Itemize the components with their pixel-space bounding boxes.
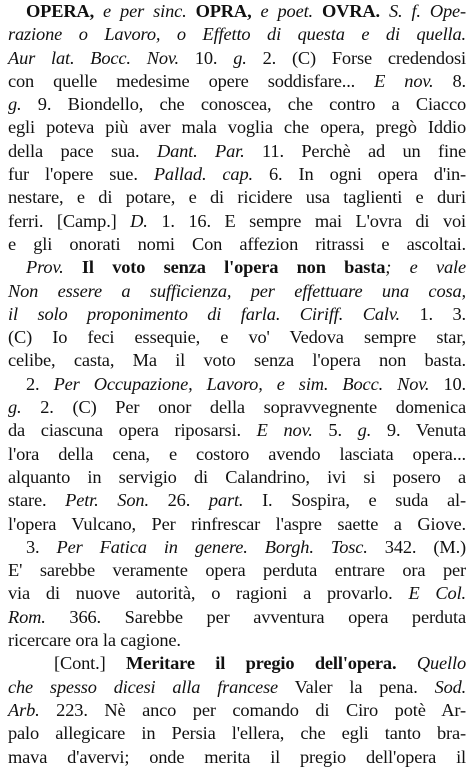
- text-run: Per Occupazione, Lavoro, e sim. Bocc. Nov.: [53, 373, 430, 394]
- text-run: OVRA.: [321, 1, 380, 21]
- text-run: 9. Biondello, che conoscea, che contro a Ciacco: [21, 94, 466, 115]
- text-line: [8, 23, 466, 46]
- text-run: E' sarebbe veramente opera perduta entrare ora per: [8, 560, 466, 581]
- text-run: 3.: [26, 536, 57, 557]
- text-run: 6. In ogni opera d'in-: [252, 164, 466, 185]
- text-run: con quelle medesime opere soddisfare...: [8, 70, 375, 91]
- text-run: alquanto in servigio di Calandrino, ivi si posero a: [8, 466, 466, 487]
- text-run: 342. (M.): [367, 536, 466, 557]
- text-run: OPRA,: [195, 1, 252, 21]
- text-line: [8, 70, 466, 93]
- text-line: [8, 746, 466, 769]
- text-run: Pallad. cap.: [153, 164, 253, 185]
- text-run: fur l'opere sue.: [8, 164, 154, 185]
- text-run: egli poteva più aver mala voglia che opera, pregò Iddio: [8, 117, 466, 138]
- text-line: [8, 303, 466, 326]
- text-run: S. f. Ope-: [379, 1, 466, 21]
- text-run: 10.: [178, 47, 234, 68]
- text-run: 26.: [148, 490, 209, 511]
- text-run: g.: [233, 47, 247, 68]
- text-run: g.: [8, 397, 22, 418]
- text-run: 223. Nè anco per comando di Ciro potè Ar-: [39, 699, 466, 720]
- text-line: [8, 536, 466, 559]
- text-run: 2.: [26, 373, 54, 394]
- text-line: [8, 722, 466, 745]
- text-line: [8, 489, 466, 512]
- text-run: E nov.: [374, 70, 434, 91]
- text-line: [8, 326, 466, 349]
- text-run: ricercare ora la cagione.: [8, 630, 181, 651]
- text-run: il solo proponimento di farla. Ciriff. Calv.: [8, 303, 400, 324]
- text-run: nestare, e di potare, e di ricidere usa taglienti e duri: [8, 187, 466, 208]
- text-line: [8, 233, 466, 256]
- text-run: della pace sua.: [8, 140, 157, 161]
- text-line: [8, 47, 466, 70]
- text-run: Aur lat. Bocc. Nov.: [8, 47, 179, 68]
- text-run: Quello: [396, 653, 466, 674]
- text-run: via di nuove autorità, o ragioni a provarlo.: [8, 583, 409, 604]
- text-line: [8, 513, 466, 536]
- text-run: [Cont.]: [54, 653, 126, 674]
- text-line: [8, 280, 466, 303]
- text-run: 2. (C) Forse credendosi: [246, 47, 466, 68]
- text-run: Valer la pena.: [278, 676, 435, 697]
- text-line: [8, 676, 466, 699]
- text-line: [8, 559, 466, 582]
- text-line: [8, 629, 466, 652]
- text-line: [8, 349, 466, 372]
- text-run: Meritare il pregio dell'opera.: [125, 653, 397, 674]
- text-run: razione o Lavoro, o Effetto di questa e di quella.: [8, 24, 466, 45]
- text-line: [8, 0, 466, 23]
- text-run: Il voto senza l'opera non basta: [63, 257, 386, 278]
- text-run: palo allegicare in Persia l'ellera, che egli tanto bra-: [8, 723, 466, 744]
- text-run: (C) Io feci essequie, e vo' Vedova sempre star,: [8, 327, 466, 348]
- text-run: ; e vale: [385, 257, 466, 278]
- text-line: [8, 140, 466, 163]
- text-run: e poet.: [251, 1, 322, 21]
- text-run: 366. Sarebbe per avventura opera perduta: [45, 606, 466, 627]
- text-run: g.: [357, 420, 372, 441]
- text-run: D.: [130, 210, 148, 231]
- text-run: 8.: [433, 70, 466, 91]
- text-run: Dant. Par.: [156, 140, 245, 161]
- text-line: [8, 582, 466, 605]
- text-line: [8, 606, 466, 629]
- text-line: [8, 443, 466, 466]
- text-run: Per Fatica in genere. Borgh. Tosc.: [56, 536, 368, 557]
- text-run: I. Sospira, e suda al-: [243, 490, 466, 511]
- text-line: [8, 163, 466, 186]
- text-run: da ciascuna opera riposarsi.: [8, 420, 257, 441]
- text-run: Sod.: [434, 676, 466, 697]
- text-run: e per sinc.: [94, 1, 196, 21]
- text-run: Non essere a sufficienza, per effettuare una cosa,: [8, 280, 466, 301]
- text-run: 11. Perchè ad un fine: [244, 140, 466, 161]
- text-run: E Col.: [408, 583, 466, 604]
- text-line: [8, 419, 466, 442]
- text-run: e gli onorati nomi Con affezion ritrassi e ascoltai.: [8, 233, 466, 254]
- text-run: 9. Venuta: [371, 420, 466, 441]
- text-run: 2. (C) Per onor della sopravvegnente domenica: [21, 397, 466, 418]
- text-run: 5.: [312, 420, 358, 441]
- text-run: che spesso dicesi alla francese: [8, 676, 279, 697]
- text-run: part.: [208, 490, 244, 511]
- text-line: [8, 466, 466, 489]
- text-run: 1. 3.: [399, 303, 466, 324]
- text-run: Petr. Son.: [65, 490, 149, 511]
- text-line: [8, 210, 466, 233]
- dictionary-page: [8, 0, 466, 767]
- text-run: g.: [8, 94, 22, 115]
- text-line: [8, 652, 466, 675]
- text-line: [8, 256, 466, 279]
- text-run: mava d'avervi; onde merita il pregio dell'opera il: [8, 746, 466, 767]
- text-line: [8, 116, 466, 139]
- text-run: Arb.: [8, 699, 40, 720]
- text-line: [8, 396, 466, 419]
- text-run: 10.: [429, 373, 466, 394]
- text-line: [8, 373, 466, 396]
- text-run: Rom.: [8, 606, 46, 627]
- text-run: l'ora della cena, e costoro avendo lasciata opera...: [8, 443, 466, 464]
- text-run: stare.: [8, 490, 66, 511]
- text-run: 1. 16. E sempre mai L'ovra di voi: [147, 210, 466, 231]
- text-run: E nov.: [256, 420, 313, 441]
- text-run: ferri. [Camp.]: [8, 210, 131, 231]
- text-run: OPERA,: [26, 1, 95, 21]
- text-line: [8, 699, 466, 722]
- text-line: [8, 93, 466, 116]
- text-run: celibe, casta, Ma il voto senza l'opera non basta.: [8, 350, 466, 371]
- text-run: Prov.: [26, 257, 64, 278]
- text-line: [8, 186, 466, 209]
- text-run: l'opera Vulcano, Per rinfrescar l'aspre saette a Giove.: [8, 513, 466, 534]
